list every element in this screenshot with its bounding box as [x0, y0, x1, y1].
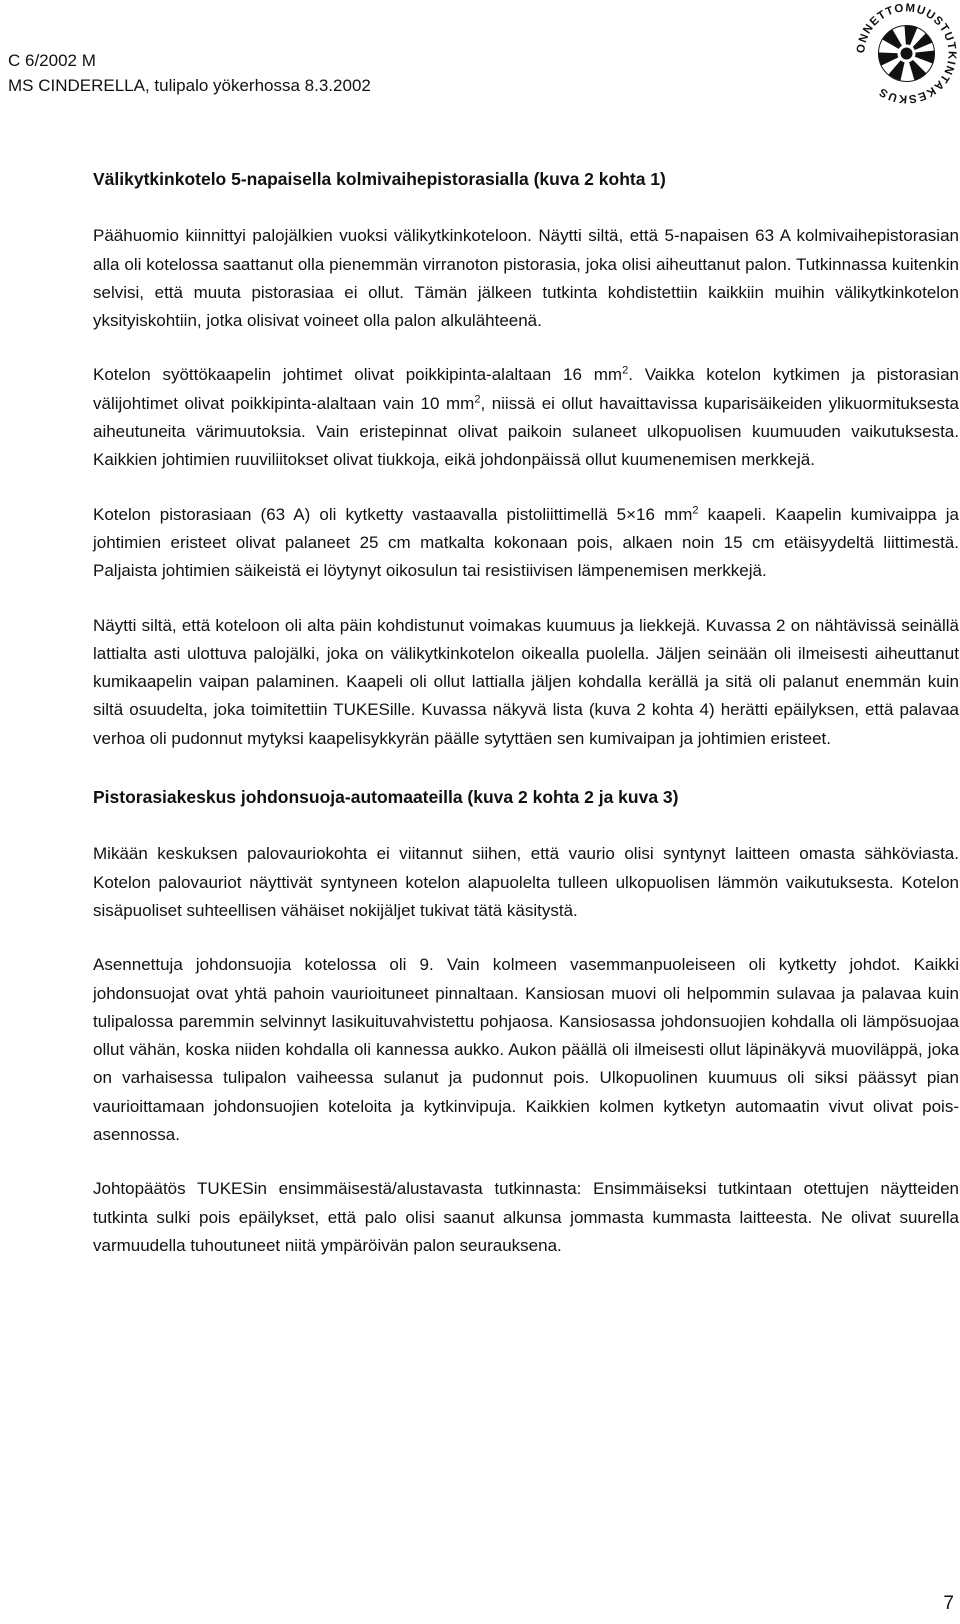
paragraph: Johtopäätös TUKESin ensimmäisestä/alustavasta tutkinnasta: Ensimmäiseksi tutkintaan otettujen näytteiden tutkinta sulki pois epäilykset, että palo olisi saanut alkunsa jommasta kummasta laitteesta. Ne olivat suurella varmuudella tuhoutuneet niitä ympäröivän palon seurauksena. [93, 1179, 959, 1255]
page-number: 7 [943, 1593, 954, 1614]
paragraph: Kotelon syöttökaapelin johtimet olivat poikkipinta-alaltaan 16 $mm^2$. Vaikka kotelon kytkimen ja pistorasian välijohtimet olivat poikkipinta-alaltaan vain 10 $mm^2$, niissä ei ollut havaittavissa kuparisäikeiden ylikuormituksesta aiheutuneita värimuutoksia. Vain eristepinnat olivat paikoin sulaneet ulkopuolisen kuumuuden vaikutuksesta. Kaikkien johtimien ruuviliitokset olivat tiukkoja, eikä johdonpäissä ollut kuumenemisen merkkejä. [93, 364, 960, 470]
document-title: MS CINDERELLA, tulipalo yökerhossa 8.3.2002 [8, 76, 371, 95]
section-heading-valikytkinkotelo: Välikytkinkotelo 5-napaisella kolmivaihepistorasialla (kuva 2 kohta 1) [93, 169, 666, 189]
onnettomuustutkintakeskus-logo [853, 0, 960, 107]
paragraph: Kotelon pistorasiaan (63 A) oli kytketty vastaavalla pistoliittimellä 5×16 $mm^2$ kaapeli. Kaapelin kumivaippa ja johtimien eristeet olivat palaneet 25 cm matkalta kokonaan pois, alkaen noin 15 cm etäisyydeltä liittimestä. Paljaista johtimien säikeistä ei löytynyt oikosulun tai resistiivisen lämpenemisen merkkejä. [93, 504, 959, 581]
paragraph: Päähuomio kiinnittyi palojälkien vuoksi välikytkinkoteloon. Näytti siltä, että 5-napaisen 63 A kolmivaihepistorasian alla oli kotelossa saattanut olla pienemmän virranoton pistorasia, joka olisi aiheuttanut palon. Tutkinnassa kuitenkin selvisi, että muuta pistorasiaa ei ollut. Tämän jälkeen tutkinta kohdistettiin kaikkiin muihin välikytkinkotelon yksityiskohtiin, jotka olisivat voineet olla palon alkulähteenä. [93, 226, 959, 331]
paragraph: Asennettuja johdonsuojia kotelossa oli 9. Vain kolmeen vasemmanpuoleiseen oli kytketty johdot. Kaikki johdonsuojat ovat yhtä pahoin vaurioituneet pinnaltaan. Kansiosan muovi oli helpommin sulavaa ja palavaa kuin tulipalossa paremmin selvinnyt lasikuituvahvistettu pohjaosa. Kansiosassa johdonsuojien kohdalla oli lämpösuojaa ollut vähän, koska niiden kohdalla oli kannessa aukko. Aukon päällä oli ilmeisesti ollut läpinäkyvä muoviläppä, joka on varhaisessa tulipalon vaiheessa sulanut ja pudonnut pois. Ulkopuolinen kuumuus oli siksi päässyt pian vaurioittamaan johdonsuojien koteloita ja kytkinvipuja. Kaikkien kolmen kytketyn automaatin vivut olivat pois-asennossa. [93, 955, 959, 1145]
document-header [8, 48, 371, 98]
document-body [93, 165, 959, 1260]
paragraph: Mikään keskuksen palovauriokohta ei viitannut siihen, että vaurio olisi syntynyt laitteen omasta sähköviasta. Kotelon palovauriot näyttivät syntyneen kotelon alapuolelta tulleen ulkopuolisen lämmön vaikutuksesta. Kotelon sisäpuoliset suhteellisen vähäiset nokijäljet tukivat tätä käsitystä. [93, 844, 959, 920]
logo-seal-icon [853, 0, 960, 107]
svg-text:ONNETTOMUUSTUTKINTAKESKUS: ONNETTOMUUSTUTKINTAKESKUS [855, 2, 958, 105]
document-code: C 6/2002 M [8, 51, 96, 70]
paragraph: Näytti siltä, että koteloon oli alta päin kohdistunut voimakas kuumuus ja liekkejä. Kuvassa 2 on nähtävissä seinällä lattialta asti ulottuva palojälki, joka on välikytkinkotelon oikealla puolella. Jäljen seinään oli ilmeisesti aiheuttanut kumikaapelin vaipan palaminen. Kaapeli oli ollut lattialla jäljen kohdalla kerällä ja sitä oli palanut enemmän kuin siltä osuudelta, joka toimitettiin TUKESille. Kuvassa näkyvä lista (kuva 2 kohta 4) herätti epäilyksen, että palavaa verhoa oli pudonnut mytyksi kaapelisykkyrän päälle sytyttäen sen kumivaipan ja johtimien eristeet. [93, 615, 959, 748]
section-heading-pistorasiakeskus: Pistorasiakeskus johdonsuoja-automaateilla (kuva 2 kohta 2 ja kuva 3) [93, 787, 679, 808]
